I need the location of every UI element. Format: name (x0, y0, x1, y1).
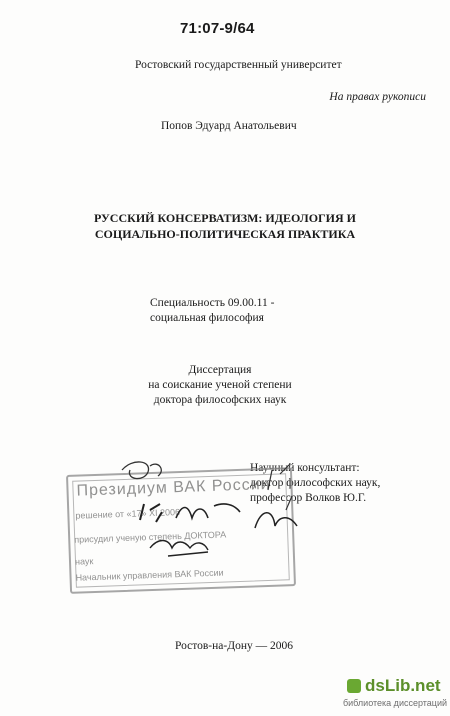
stamp-line-5: Начальник управления ВАК России (75, 567, 224, 583)
title-line-1: РУССКИЙ КОНСЕРВАТИЗМ: ИДЕОЛОГИЯ И (93, 211, 357, 225)
advisor-line-2: доктор философских наук, (250, 477, 381, 489)
watermark-subtitle: библиотека диссертаций (343, 698, 448, 708)
advisor-line-1: Научный консультант: (250, 462, 360, 474)
specialty-line-2: социальная философия (150, 312, 264, 324)
rights-note: На правах рукописи (329, 91, 426, 103)
archive-code: 71:07-9/64 (180, 20, 255, 37)
dslib-watermark (343, 676, 447, 714)
title-line-2: СОЦИАЛЬНО-ПОЛИТИЧЕСКАЯ ПРАКТИКА (94, 227, 356, 241)
watermark-name: dsLib.net (365, 676, 441, 695)
stamp-line-3: присудил ученую степень ДОКТОРА (74, 529, 227, 545)
stamp-line-1: Президиум ВАК России (76, 475, 271, 500)
specialty-line-1: Специальность 09.00.11 - (150, 297, 275, 309)
advisor-line-3: профессор Волков Ю.Г. (250, 492, 367, 504)
stamp-line-4: наук (74, 556, 94, 567)
dslib-logo-icon (347, 679, 361, 693)
degree-line-1: Диссертация (188, 364, 252, 376)
university-name: Ростовский государственный университет (135, 59, 342, 71)
stamp-line-2: решение от «17» XI 2006 (75, 507, 181, 521)
degree-line-3: доктора философских наук (153, 394, 287, 406)
author-name: Попов Эдуард Анатольевич (161, 120, 297, 132)
degree-line-2: на соискание ученой степени (148, 379, 292, 391)
city-year: Ростов-на-Дону — 2006 (175, 640, 293, 652)
